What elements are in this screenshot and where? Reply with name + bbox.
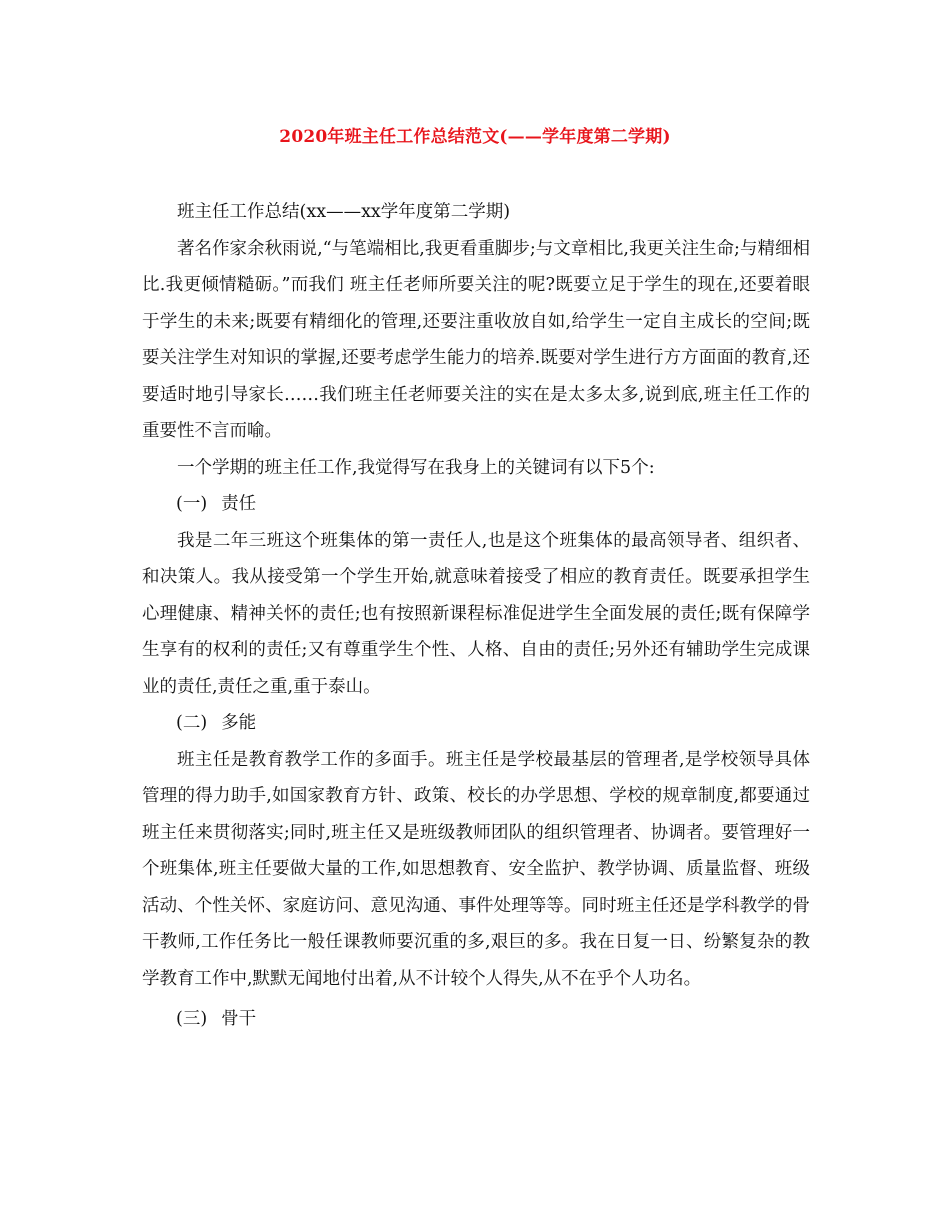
section-paragraph-2: 班主任是教育教学工作的多面手。班主任是学校最基层的管理者,是学校领导具体管理的得力助手,如国家教育方针、政策、校长的办学思想、学校的规章制度,都要通过班主任来贯彻落实;同时,班主任又是班级教师团队的组织管理者、协调者。要管理好一个班集体,班主任要做大量的工作,如思想教育、安全监护、教学协调、质量监督、班级活动、个性关怀、家庭访问、意见沟通、事件处理等等。同时班主任还是学科教学的骨干教师,工作任务比一般任课教师要沉重的多,艰巨的多。我在日复一日、纷繁复杂的教学教育工作中,默默无闻地付出着,从不计较个人得失,从不在乎个人功名。	[142, 749, 810, 989]
intro-paragraph: 著名作家余秋雨说,“与笔端相比,我更看重脚步;与文章相比,我更关注生命;与精细相比.我更倾情糙砺。”而我们 班主任老师所要关注的呢?既要立足于学生的现在,还要着眼于学生的未来;既要有精细化的管理,还要注重收放自如,给学生一定自主成长的空间;既要关注学生对知识的掌握,还要考虑学生能力的培养.既要对学生进行方方面面的教育,还要适时地引导家长……我们班主任老师要关注的实在是太多太多,说到底,班主任工作的重要性不言而喻。	[142, 238, 810, 441]
section-number: (一)	[176, 494, 208, 514]
section-heading-3	[142, 1001, 810, 1038]
document-body	[142, 194, 810, 1038]
subtitle-paragraph: 班主任工作总结(xx——xx学年度第二学期)	[177, 202, 511, 222]
section-number: (二)	[176, 713, 208, 733]
section-number: (三)	[176, 1009, 208, 1029]
section-title: 多能	[221, 713, 257, 733]
section-title: 骨干	[221, 1009, 257, 1029]
section-heading-2	[142, 705, 810, 742]
section-paragraph-1: 我是二年三班这个班集体的第一责任人,也是这个班集体的最高领导者、组织者、和决策人。我从接受第一个学生开始,就意味着接受了相应的教育责任。既要承担学生心理健康、精神关怀的责任;也有按照新课程标准促进学生全面发展的责任;既有保障学生享有的权利的责任;又有尊重学生个性、人格、自由的责任;另外还有辅助学生完成课业的责任,责任之重,重于泰山。	[142, 530, 810, 697]
keywords-paragraph: 一个学期的班主任工作,我觉得写在我身上的关键词有以下5个:	[177, 457, 655, 478]
document-title: 2020年班主任工作总结范文(——学年度第二学期)	[279, 127, 671, 147]
section-heading-1	[142, 486, 810, 523]
section-title: 责任	[221, 494, 257, 514]
